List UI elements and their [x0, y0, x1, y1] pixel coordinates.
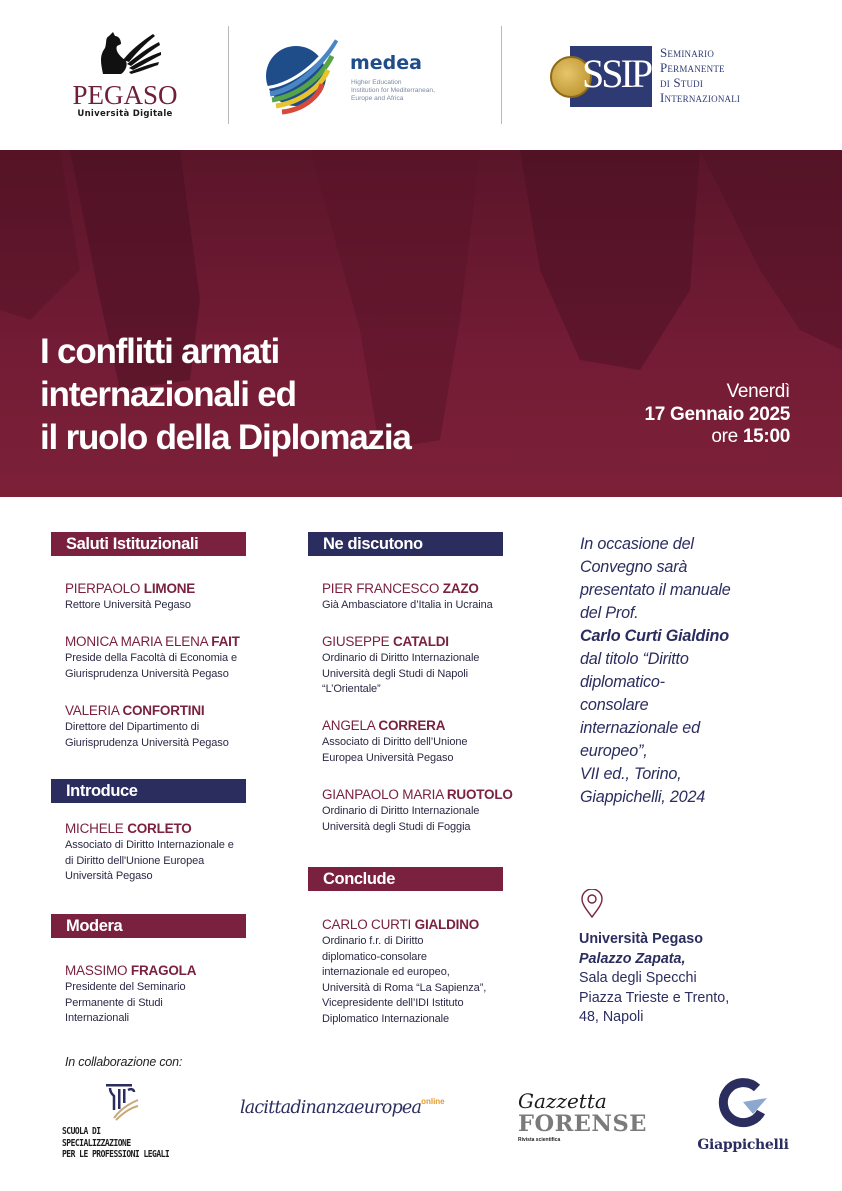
gazzetta-forense-logo: Gazzetta FORENSE Rivista scientifica [518, 1089, 647, 1143]
map-pin-icon [580, 889, 604, 919]
pegaso-logo [60, 30, 190, 120]
section-conclude: Conclude [308, 867, 503, 891]
event-title: I conflitti armati internazionali ed il ruolo della Diplomazia [40, 332, 411, 457]
logo-divider [228, 26, 229, 124]
medea-wordmark: medea [350, 52, 422, 74]
speaker-confortini: VALERIA CONFORTINI Direttore del Dipartimento di Giurisprudenza Università Pegaso [65, 703, 229, 749]
pegaso-subtitle: Università Digitale [77, 109, 173, 119]
hero-banner [0, 150, 842, 497]
section-introduce: Introduce [51, 779, 246, 803]
section-saluti-istituzionali: Saluti Istituzionali [51, 532, 246, 556]
giappichelli-g-icon [713, 1078, 773, 1128]
ssip-logo [548, 44, 788, 110]
speaker-gialdino: CARLO CURTI GIALDINO Ordinario f.r. di Diritto diplomatico-consolare internazionale ed europeo, Università di Roma “La Sapienza”, Vicepresidente dell’IDI Istituto Diplomatico Internazionale [322, 917, 487, 1025]
logo-header [0, 0, 842, 150]
pegasus-icon [85, 30, 165, 76]
giappichelli-logo: Giappichelli [688, 1078, 798, 1153]
speaker-fait: MONICA MARIA ELENA FAIT Preside della Facoltà di Economia e Giurisprudenza Università Pegaso [65, 634, 240, 680]
speaker-ruotolo: GIANPAOLO MARIA RUOTOLO Ordinario di Diritto Internazionale Università degli Studi di Foggia [322, 787, 513, 833]
cittadinanza-europea-logo: lacittadinanzaeuropea$^{online}$ [240, 1097, 445, 1118]
venue-address: Università Pegaso Palazzo Zapata, Sala degli Specchi Piazza Trieste e Trento, 48, Napoli [579, 931, 730, 1025]
medea-emblem-icon [262, 38, 342, 118]
medea-subtitle: Higher Education Institution for Mediterranean, Europe and Africa [351, 79, 435, 102]
ssip-text: Seminario Permanente di Studi Internazionali [660, 45, 741, 105]
pegaso-wordmark: PEGASO [72, 80, 178, 110]
section-modera: Modera [51, 914, 246, 938]
speaker-corleto: MICHELE CORLETO Associato di Diritto Internazionale e di Diritto dell'Unione Europea Università Pegaso [65, 821, 234, 882]
logo-divider [501, 26, 502, 124]
collaboration-label: In collaborazione con: [65, 1055, 183, 1069]
medea-logo [262, 38, 462, 118]
speaker-cataldi: GIUSEPPE CATALDI Ordinario di Diritto Internazionale Università degli Studi di Napoli “L’Orientale” [322, 634, 480, 695]
section-ne-discutono: Ne discutono [308, 532, 503, 556]
book-presentation-note: In occasione del Convegno sarà presentato il manuale del Prof. Carlo Curti Gialdino dal titolo “Diritto diplomatico- consolare internazionale ed europeo”, VII ed., Torino, Giappichelli, 2024 [580, 535, 731, 806]
speaker-correra: ANGELA CORRERA Associato di Diritto dell’Unione Europea Università Pegaso [322, 718, 468, 764]
column-emblem-icon [102, 1082, 142, 1122]
event-date: Venerdì 17 Gennaio 2025 ore 15:00 [644, 381, 790, 447]
speaker-limone: PIERPAOLO LIMONE Rettore Università Pegaso [65, 581, 196, 611]
sspl-logo: SCUOLA DI SPECIALIZZAZIONE PER LE PROFESSIONI LEGALI [60, 1082, 190, 1154]
ssip-monogram: SSIP [582, 51, 651, 96]
speaker-zazo: PIER FRANCESCO ZAZO Già Ambasciatore d’Italia in Ucraina [322, 581, 493, 611]
speaker-fragola: MASSIMO FRAGOLA Presidente del Seminario Permanente di Studi Internazionali [65, 963, 197, 1024]
